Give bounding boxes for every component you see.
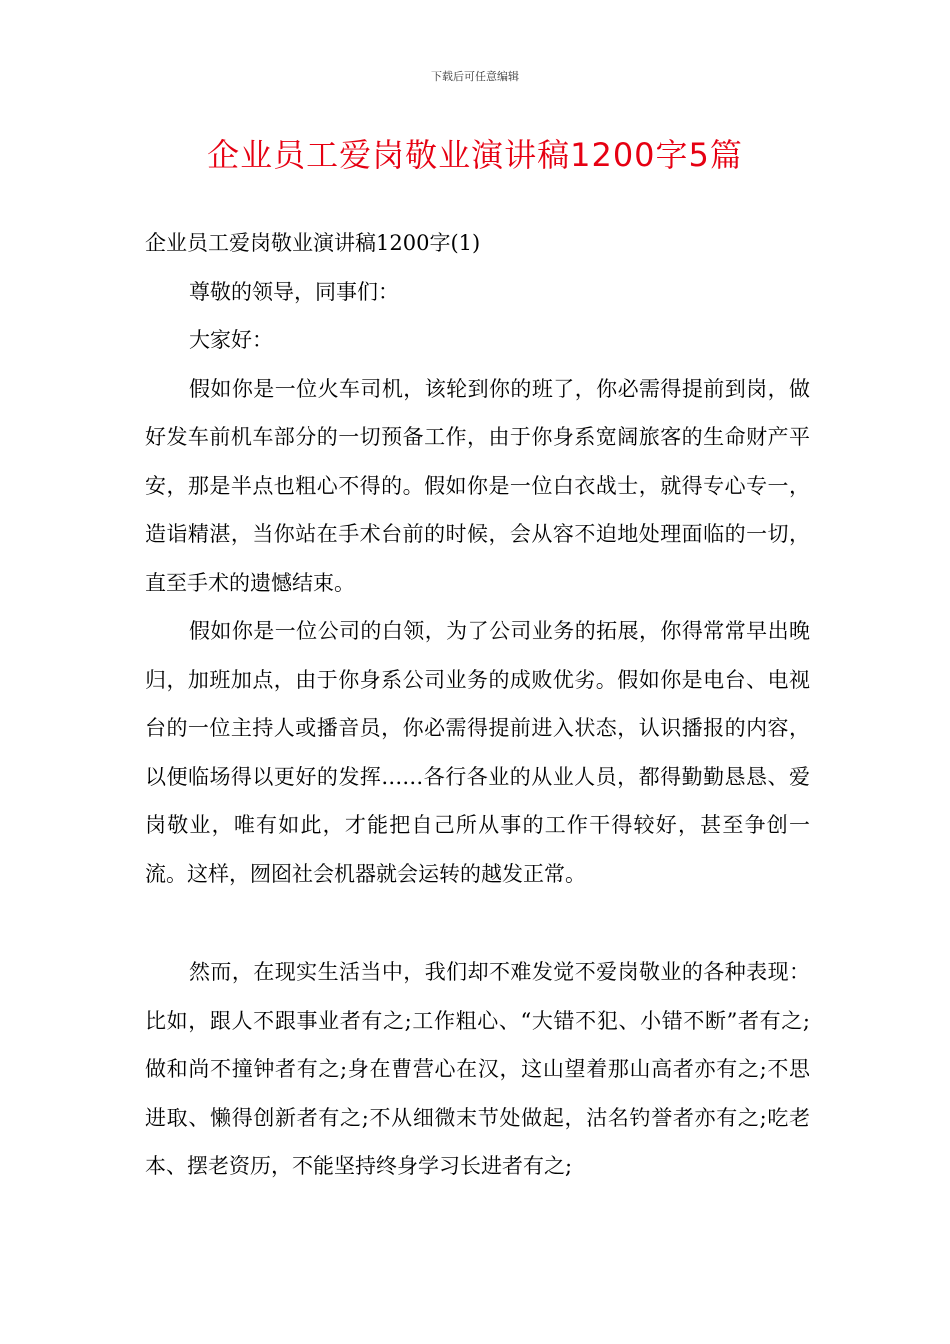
header-note: 下载后可任意编辑 bbox=[431, 70, 519, 83]
paragraph: 然而，在现实生活当中，我们却不难发觉不爱岗敬业的各种表现：比如，跟人不跟事业者有之;工作粗心、“大错不犯、小错不断”者有之;做和尚不撞钟者有之;身在曹营心在汉，这山望着那山高者亦有之;不思进取、懒得创新者有之;不从细微末节处做起，沽名钓誉者亦有之;吃老本、摆老资历，不能坚持终身学习长进者有之; bbox=[145, 960, 810, 1178]
document-title: 企业员工爱岗敬业演讲稿1200字5篇 bbox=[207, 136, 743, 174]
document-body bbox=[145, 219, 810, 1191]
paragraph: 假如你是一位公司的白领，为了公司业务的拓展，你得常常早出晚归，加班加点，由于你身系公司业务的成败优劣。假如你是电台、电视台的一位主持人或播音员，你必需得提前进入状态，认识播报的内容，以便临场得以更好的发挥……各行各业的从业人员，都得勤勤恳恳、爱岗敬业，唯有如此，才能把自己所从事的工作干得较好，甚至争创一流。这样，囫囵社会机器就会运转的越发正常。 bbox=[145, 619, 810, 886]
paragraph: 假如你是一位火车司机，该轮到你的班了，你必需得提前到岗，做好发车前机车部分的一切预备工作，由于你身系宽阔旅客的生命财产平安，那是半点也粗心不得的。假如你是一位白衣战士，就得专心专一，造诣精湛，当你站在手术台前的时候，会从容不迫地处理面临的一切，直至手术的遗憾结束。 bbox=[145, 376, 810, 595]
greeting: 大家好： bbox=[189, 328, 273, 352]
section-subtitle: 企业员工爱岗敬业演讲稿1200字(1) bbox=[145, 231, 481, 255]
salutation: 尊敬的领导，同事们： bbox=[189, 279, 399, 304]
